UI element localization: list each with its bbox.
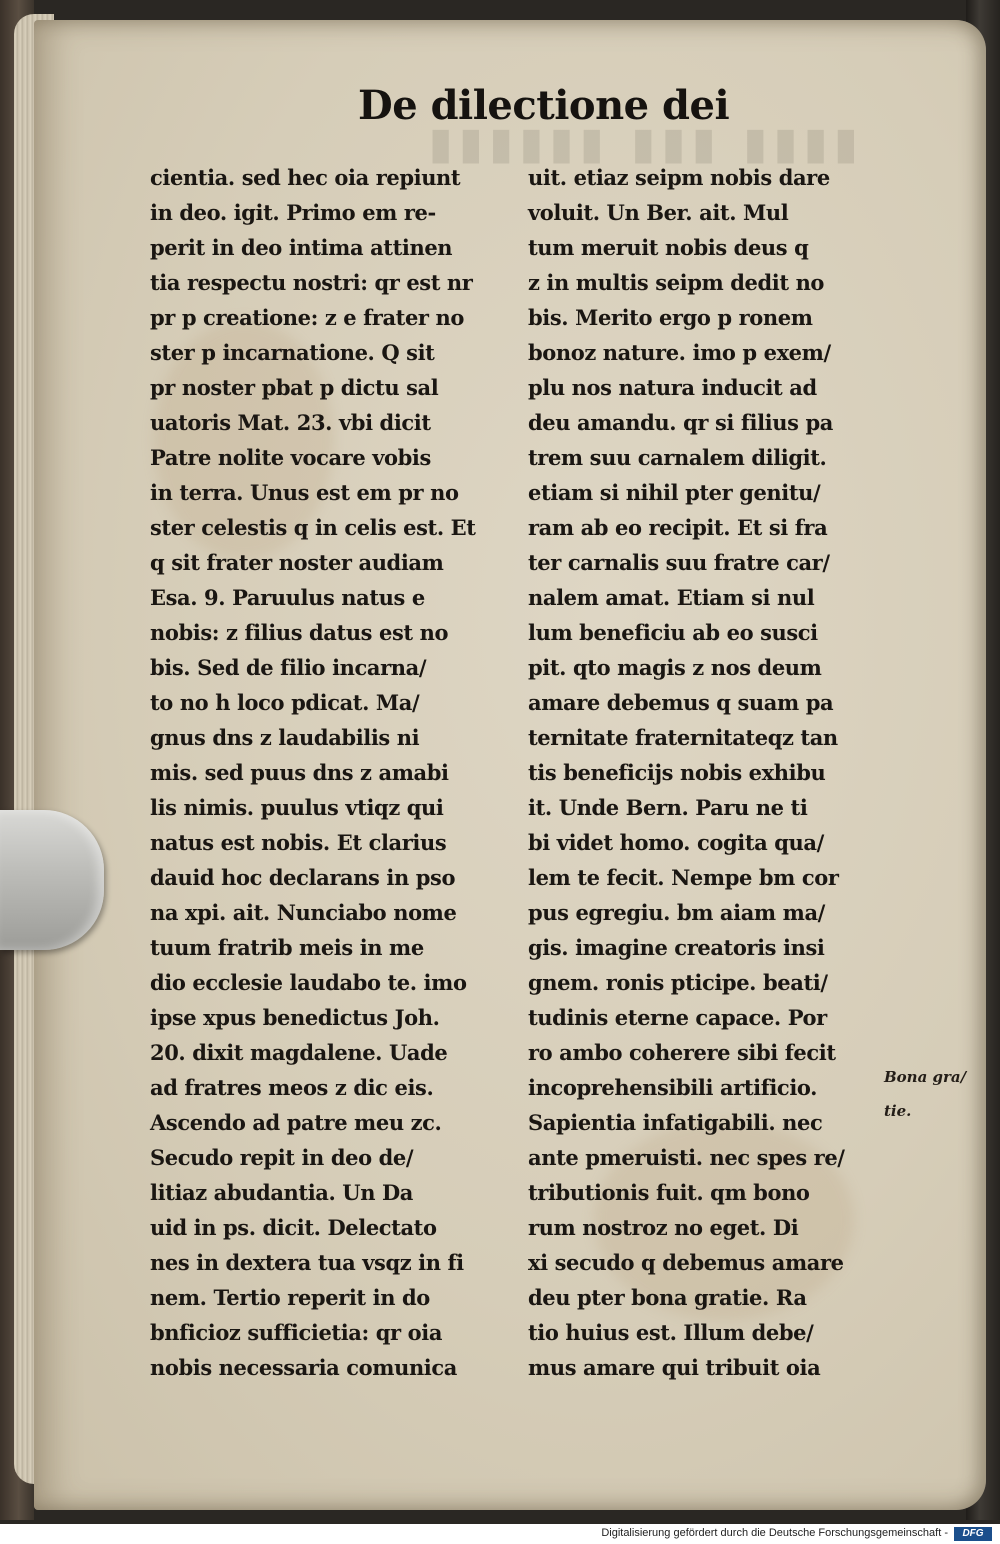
text-line: nalem amat. Etiam si nul <box>528 585 815 610</box>
text-line: in deo. igit. Primo em re- <box>150 200 436 225</box>
text-line: gnem. ronis pticipe. beati/ <box>528 970 828 995</box>
text-line: dauid hoc declarans in pso <box>150 865 456 890</box>
text-line: tributionis fuit. qm bono <box>528 1180 810 1205</box>
text-line: rum nostroz no eget. Di <box>528 1215 799 1240</box>
text-line: nem. Tertio reperit in do <box>150 1285 430 1310</box>
text-line: to no h loco pdicat. Ma/ <box>150 690 420 715</box>
digitization-footer <box>0 1524 1000 1544</box>
text-line: pr p creatione: z e frater no <box>150 305 464 330</box>
text-line: nes in dextera tua vsqz in fi <box>150 1250 464 1275</box>
text-line: ro ambo coherere sibi fecit <box>528 1040 836 1065</box>
text-column-left <box>150 160 502 1385</box>
page-clamp <box>0 810 104 950</box>
text-line: mis. sed puus dns z amabi <box>150 760 449 785</box>
text-line: Ascendo ad patre meu zc. <box>150 1110 442 1135</box>
text-line: uit. etiaz seipm nobis dare <box>528 165 830 190</box>
text-line: ster p incarnatione. Q sit <box>150 340 435 365</box>
dfg-logo: DFG <box>954 1527 992 1541</box>
text-line: pus egregiu. bm aiam ma/ <box>528 900 825 925</box>
text-line: voluit. Un Ber. ait. Mul <box>528 200 789 225</box>
text-line: uatoris Mat. 23. vbi dicit <box>150 410 431 435</box>
text-line: ram ab eo recipit. Et si fra <box>528 515 828 540</box>
marginal-note <box>884 1060 967 1128</box>
text-line: it. Unde Bern. Paru ne ti <box>528 795 808 820</box>
text-line: trem suu carnalem diligit. <box>528 445 827 470</box>
text-line: bis. Sed de filio incarna/ <box>150 655 427 680</box>
text-line: bnficioz sufficietia: qr oia <box>150 1320 443 1345</box>
text-column-right <box>528 160 878 1385</box>
text-line: tudinis eterne capace. Por <box>528 1005 827 1030</box>
footer-credit: Digitalisierung gefördert durch die Deutsche Forschungsgemeinschaft - <box>601 1527 948 1539</box>
text-line: bis. Merito ergo p ronem <box>528 305 813 330</box>
text-line: deu amandu. qr si filius pa <box>528 410 833 435</box>
text-line: gis. imagine creatoris insi <box>528 935 825 960</box>
text-line: tio huius est. Illum debe/ <box>528 1320 814 1345</box>
text-line: natus est nobis. Et clarius <box>150 830 447 855</box>
text-line: nobis necessaria comunica <box>150 1355 457 1380</box>
text-line: pit. qto magis z nos deum <box>528 655 822 680</box>
text-line: lem te fecit. Nempe bm cor <box>528 865 839 890</box>
text-line: ster celestis q in celis est. Et <box>150 515 476 540</box>
text-line: litiaz abudantia. Un Da <box>150 1180 414 1205</box>
text-line: dio ecclesie laudabo te. imo <box>150 970 467 995</box>
text-line: lum beneficiu ab eo susci <box>528 620 818 645</box>
marginal-note-line: tie. <box>884 1102 912 1120</box>
text-line: ipse xpus benedictus Joh. <box>150 1005 440 1030</box>
text-line: tis beneficijs nobis exhibu <box>528 760 826 785</box>
text-line: pr noster pbat p dictu sal <box>150 375 439 400</box>
text-line: in terra. Unus est em pr no <box>150 480 459 505</box>
text-line: z in multis seipm dedit no <box>528 270 825 295</box>
running-head: De dilectione dei <box>358 82 730 129</box>
text-line: deu pter bona gratie. Ra <box>528 1285 807 1310</box>
text-line: plu nos natura inducit ad <box>528 375 817 400</box>
text-line: Patre nolite vocare vobis <box>150 445 431 470</box>
show-through-text: ▮▮▮▮ ▮▮▮ ▮▮▮▮▮▮ <box>422 118 858 169</box>
text-line: na xpi. ait. Nunciabo nome <box>150 900 457 925</box>
text-line: xi secudo q debemus amare <box>528 1250 844 1275</box>
text-line: incoprehensibili artificio. <box>528 1075 818 1100</box>
text-line: uid in ps. dicit. Delectato <box>150 1215 437 1240</box>
text-line: tuum fratrib meis in me <box>150 935 424 960</box>
text-line: perit in deo intima attinen <box>150 235 453 260</box>
text-line: ternitate fraternitateqz tan <box>528 725 838 750</box>
text-line: ad fratres meos z dic eis. <box>150 1075 434 1100</box>
text-line: bi videt homo. cogita qua/ <box>528 830 824 855</box>
text-line: lis nimis. puulus vtiqz qui <box>150 795 444 820</box>
marginal-note-line: Bona gra/ <box>884 1068 967 1086</box>
text-line: nobis: z filius datus est no <box>150 620 449 645</box>
text-line: amare debemus q suam pa <box>528 690 834 715</box>
text-line: mus amare qui tribuit oia <box>528 1355 821 1380</box>
text-line: bonoz nature. imo p exem/ <box>528 340 831 365</box>
text-line: cientia. sed hec oia repiunt <box>150 165 461 190</box>
text-line: gnus dns z laudabilis ni <box>150 725 420 750</box>
text-line: ante pmeruisti. nec spes re/ <box>528 1145 845 1170</box>
text-line: Sapientia infatigabili. nec <box>528 1110 823 1135</box>
text-line: 20. dixit magdalene. Uade <box>150 1040 448 1065</box>
text-line: ter carnalis suu fratre car/ <box>528 550 830 575</box>
text-line: Secudo repit in deo de/ <box>150 1145 414 1170</box>
text-line: tia respectu nostri: qr est nr <box>150 270 473 295</box>
text-line: Esa. 9. Paruulus natus e <box>150 585 425 610</box>
text-line: etiam si nihil pter genitu/ <box>528 480 821 505</box>
text-line: tum meruit nobis deus q <box>528 235 809 260</box>
text-line: q sit frater noster audiam <box>150 550 444 575</box>
